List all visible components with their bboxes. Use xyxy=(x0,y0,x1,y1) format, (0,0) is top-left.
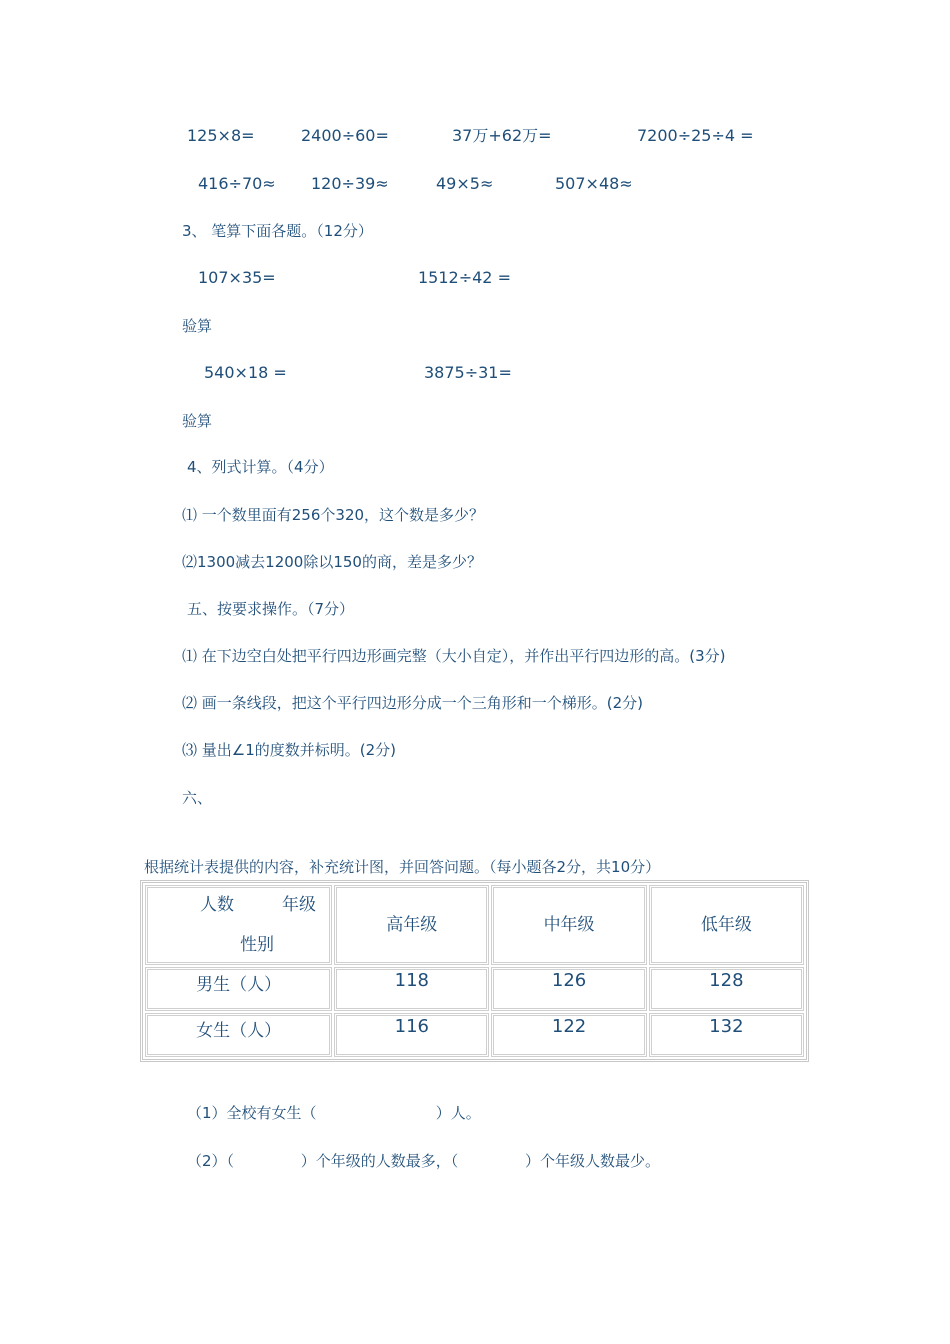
oral-1-3: 37万+62万= xyxy=(452,126,552,145)
oral-2-1: 416÷70≈ xyxy=(198,174,276,193)
section5-title: 五、按要求操作。（7分） xyxy=(187,600,355,618)
column-label: 中年级 xyxy=(543,915,595,935)
section5-q3: ⑶ 量出∠1的度数并标明。(2分) xyxy=(182,741,397,759)
oral-2-2: 120÷39≈ xyxy=(311,174,389,193)
written-1-1: 107×35= xyxy=(198,268,276,287)
oral-1-2: 2400÷60= xyxy=(301,126,389,145)
column-label: 低年级 xyxy=(700,915,752,935)
section6-q2: （2）（ ）个年级的人数最多，（ ）个年级人数最少。 xyxy=(187,1152,661,1170)
section5-q2: ⑵ 画一条线段，把这个平行四边形分成一个三角形和一个梯形。(2分) xyxy=(182,694,644,712)
oral-2-3: 49×5≈ xyxy=(436,174,494,193)
cell-boys-low: 128 xyxy=(649,967,804,1011)
column-header-high xyxy=(334,885,489,965)
section3-title: 3、 笔算下面各题。（12分） xyxy=(182,222,373,240)
section6-q1: （1）全校有女生（ ）人。 xyxy=(187,1104,481,1122)
cell-girls-middle: 122 xyxy=(491,1013,646,1057)
check-label-2: 验算 xyxy=(182,412,213,430)
section6-title: 六、 xyxy=(182,789,213,807)
header-gender-label: 性别 xyxy=(240,935,274,955)
oral-1-4: 7200÷25÷4 = xyxy=(637,126,754,145)
oral-1-1: 125×8= xyxy=(187,126,255,145)
column-header-middle xyxy=(491,885,646,965)
row-label-boys: 男生（人） xyxy=(145,967,332,1011)
column-label: 高年级 xyxy=(386,915,438,935)
cell-boys-middle: 126 xyxy=(491,967,646,1011)
check-label-1: 验算 xyxy=(182,317,213,335)
diagonal-header-cell xyxy=(145,885,332,965)
written-2-2: 3875÷31= xyxy=(424,363,512,382)
section4-q1: ⑴ 一个数里面有256个320，这个数是多少？ xyxy=(182,506,485,524)
header-grade-label: 年级 xyxy=(282,895,316,915)
cell-boys-high: 118 xyxy=(334,967,489,1011)
cell-girls-low: 132 xyxy=(649,1013,804,1057)
table-header-row xyxy=(145,885,804,965)
row-label-girls: 女生（人） xyxy=(145,1013,332,1057)
statistics-table xyxy=(140,880,809,1062)
section4-title: 4、列式计算。（4分） xyxy=(187,458,334,476)
section5-q1: ⑴ 在下边空白处把平行四边形画完整（大小自定），并作出平行四边形的高。(3分) xyxy=(182,647,726,665)
table-row xyxy=(145,1013,804,1057)
section4-q2: ⑵1300减去1200除以150的商，差是多少？ xyxy=(182,553,482,571)
section6-intro: 根据统计表提供的内容，补充统计图，并回答问题。（每小题各2分，共10分） xyxy=(144,858,661,876)
cell-girls-high: 116 xyxy=(334,1013,489,1057)
column-header-low xyxy=(649,885,804,965)
header-people-label: 人数 xyxy=(200,895,234,915)
written-2-1: 540×18 = xyxy=(204,363,287,382)
oral-2-4: 507×48≈ xyxy=(555,174,633,193)
table-row xyxy=(145,967,804,1011)
written-1-2: 1512÷42 = xyxy=(418,268,511,287)
